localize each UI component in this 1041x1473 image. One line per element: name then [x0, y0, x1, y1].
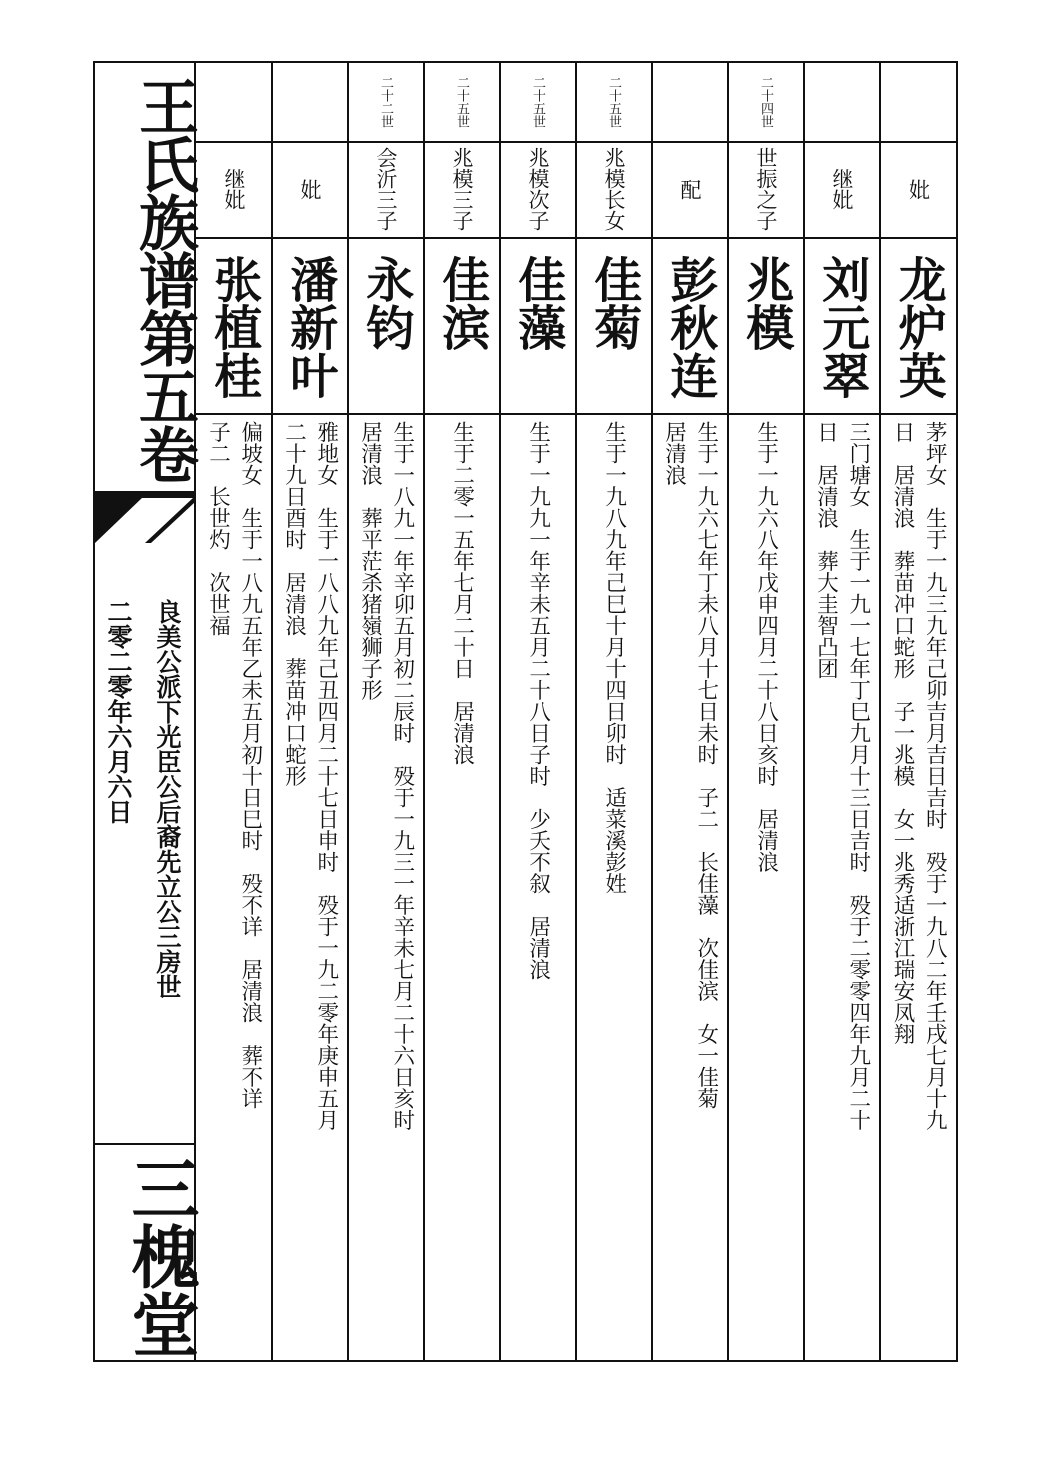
relation-label: 兆模三子 [450, 147, 475, 231]
person-name: 潘新叶 [281, 255, 338, 399]
relation-cell [272, 141, 347, 237]
generation-cell [424, 63, 499, 141]
hall-name: 三槐堂 [95, 1143, 194, 1362]
name-cell [196, 237, 271, 413]
generation-label: 二十二世 [378, 76, 393, 128]
detail-cell [576, 413, 651, 1360]
person-column-zhaomo [728, 63, 803, 1360]
person-column-liu-yuancui [804, 63, 879, 1360]
relation-label: 会沂三子 [374, 147, 399, 231]
detail-cell [652, 413, 727, 1360]
relation-label: 世振之子 [754, 147, 779, 231]
person-column-jiazao [500, 63, 575, 1360]
detail-cell [196, 413, 271, 1360]
divider-ornament [95, 491, 194, 543]
relation-cell [500, 141, 575, 237]
person-detail: 雅地女 生于一八八九年己丑四月二十七日申时 殁于一九二零年庚申五月 二十九日酉时 居清浪 葬苗冲口蛇形 [281, 421, 339, 1131]
relation-label: 继妣 [222, 168, 247, 210]
name-cell [348, 237, 423, 413]
person-column-long-luying [880, 63, 956, 1360]
person-name: 佳滨 [433, 255, 490, 351]
compile-date: 二零二零年六月六日 [104, 599, 133, 824]
title-panel [93, 61, 200, 1362]
person-column-yongjun [348, 63, 423, 1360]
generation-cell [804, 63, 879, 141]
person-column-peng-qiulian [652, 63, 727, 1360]
generation-label: 二十五世 [530, 76, 545, 128]
detail-cell [728, 413, 803, 1360]
relation-label: 妣 [906, 178, 931, 200]
person-detail: 茅坪女 生于一九三九年己卯吉月吉日吉时 殁于一九八二年壬戌七月十九 日 居清浪 葬苗冲口蛇形 子一兆模 女一兆秀适浙江瑞安凤翔 [890, 421, 948, 1131]
person-column-jiaju [576, 63, 651, 1360]
person-detail: 生于一八九一年辛卯五月初二辰时 殁于一九三一年辛未七月二十六日亥时 居清浪 葬平茫杀猪嶺狮子形 [357, 421, 415, 1131]
person-detail: 生于一九九一年辛未五月二十八日子时 少夭不叙 居清浪 [525, 421, 551, 980]
triangle-ornament-icon [95, 491, 194, 543]
person-detail: 生于二零一五年七月二十日 居清浪 [449, 421, 475, 765]
relation-cell [880, 141, 956, 237]
person-name: 龙炉英 [890, 255, 947, 399]
relation-cell [348, 141, 423, 237]
generation-cell [500, 63, 575, 141]
name-cell [500, 237, 575, 413]
name-cell [272, 237, 347, 413]
person-name: 佳菊 [585, 255, 642, 351]
person-detail: 偏坡女 生于一八九五年乙未五月初十日巳时 殁不详 居清浪 葬不详 子二 长世灼 次世福 [205, 421, 263, 1109]
relation-cell [424, 141, 499, 237]
relation-cell [196, 141, 271, 237]
name-cell [880, 237, 956, 413]
generation-cell [272, 63, 347, 141]
book-title: 王氏族谱第五卷 [129, 76, 199, 482]
relation-cell [576, 141, 651, 237]
generation-label: 二十五世 [606, 76, 621, 128]
info-lines [95, 543, 194, 1143]
relation-label: 继妣 [830, 168, 855, 210]
person-name: 兆模 [737, 255, 794, 351]
name-cell [652, 237, 727, 413]
detail-cell [424, 413, 499, 1360]
generation-label: 二十五世 [454, 76, 469, 128]
relation-label: 配 [678, 178, 703, 200]
person-name: 佳藻 [509, 255, 566, 351]
detail-cell [500, 413, 575, 1360]
person-detail: 三门塘女 生于一九一七年丁巳九月十三日吉时 殁于二零零四年九月二十 日 居清浪 葬大圭智凸团 [813, 421, 871, 1131]
relation-cell [728, 141, 803, 237]
person-name: 永钧 [357, 255, 414, 351]
generation-cell [652, 63, 727, 141]
detail-cell [348, 413, 423, 1360]
person-column-zhang-zhigui [196, 63, 271, 1360]
genealogy-grid [194, 61, 958, 1362]
person-detail: 生于一九六七年丁未八月十七日未时 子二 长佳藻 次佳滨 女一佳菊 居清浪 [661, 421, 719, 1109]
person-detail: 生于一九八九年己巳十月十四日卯时 适菜溪彭姓 [601, 421, 627, 894]
generation-cell [348, 63, 423, 141]
person-column-pan-xinye [272, 63, 347, 1360]
generation-cell [576, 63, 651, 141]
relation-label: 兆模次子 [526, 147, 551, 231]
name-cell [424, 237, 499, 413]
person-name: 刘元翠 [813, 255, 870, 399]
detail-cell [272, 413, 347, 1360]
person-name: 彭秋连 [661, 255, 718, 399]
person-name: 张植桂 [205, 255, 262, 399]
generation-label: 二十四世 [758, 76, 773, 128]
detail-cell [880, 413, 956, 1360]
name-cell [576, 237, 651, 413]
generation-cell [728, 63, 803, 141]
generation-cell [880, 63, 956, 141]
name-cell [804, 237, 879, 413]
person-column-jiabin [424, 63, 499, 1360]
generation-cell [196, 63, 271, 141]
relation-cell [804, 141, 879, 237]
person-detail: 生于一九六八年戊申四月二十八日亥时 居清浪 [753, 421, 779, 873]
relation-cell [652, 141, 727, 237]
name-cell [728, 237, 803, 413]
relation-label: 兆模长女 [602, 147, 627, 231]
relation-label: 妣 [298, 178, 323, 200]
branch-line: 良美公派下光臣公后裔先立公三房世 [153, 599, 182, 999]
detail-cell [804, 413, 879, 1360]
